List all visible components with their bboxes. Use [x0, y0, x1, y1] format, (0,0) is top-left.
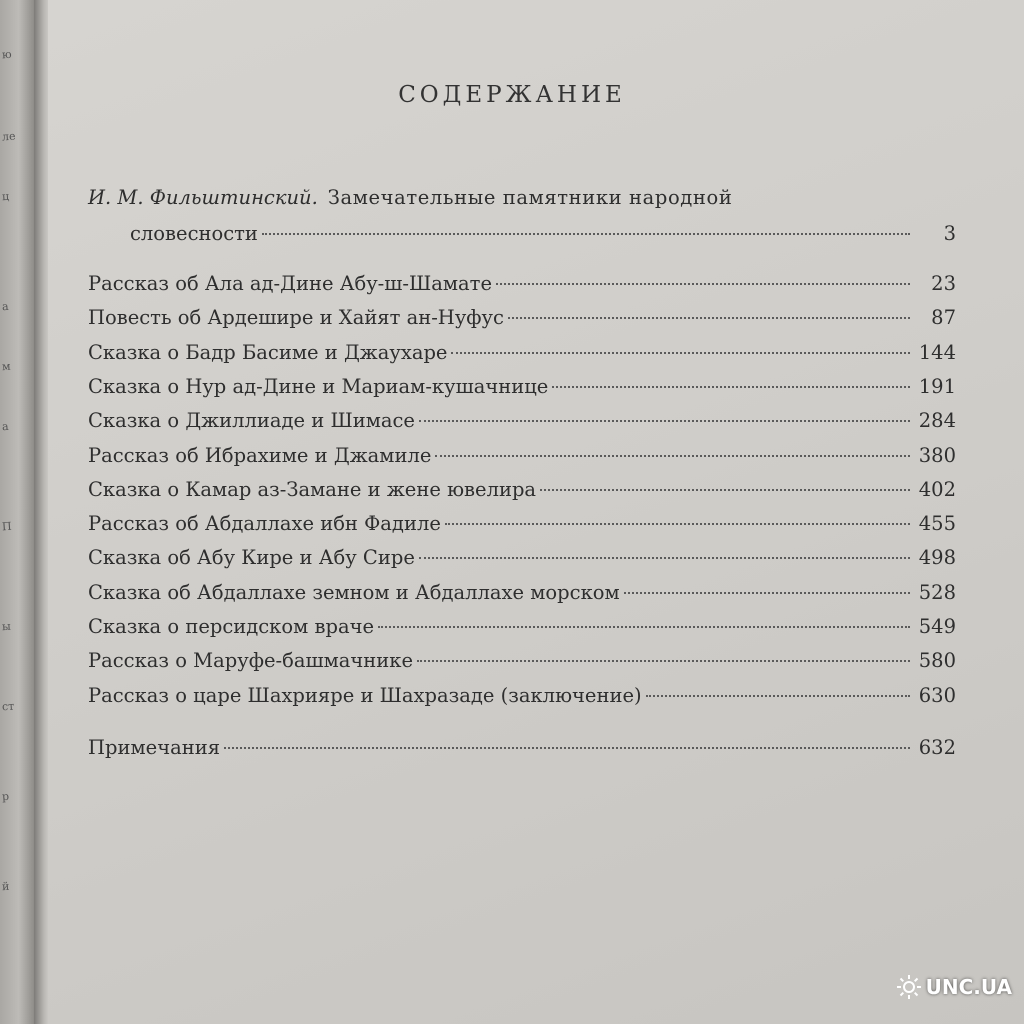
- toc-entry-title: Рассказ о царе Шахрияре и Шахразаде (заключение): [88, 683, 642, 707]
- toc-row: [88, 649, 956, 672]
- sun-logo-icon: [896, 974, 922, 1000]
- toc-entry-title: Сказка о Джиллиаде и Шимасе: [88, 409, 415, 433]
- toc-entry-page: 630: [918, 683, 956, 707]
- toc-row-intro: [130, 222, 956, 245]
- toc-entry-page: 632: [918, 736, 956, 759]
- toc-entry-title: Рассказ об Ала ад-Дине Абу-ш-Шамате: [88, 272, 492, 295]
- toc-entry-page: 402: [918, 477, 956, 501]
- toc-entry-title: Рассказ об Ибрахиме и Джамиле: [88, 443, 432, 467]
- toc-row: [88, 409, 956, 432]
- toc-leader-dots: [445, 523, 910, 525]
- toc-row: [88, 478, 956, 501]
- book-gutter: [34, 0, 48, 1024]
- toc-entry-title: Рассказ об Абдаллахе ибн Фадиле: [88, 512, 441, 536]
- left-page-fragment: р: [1, 789, 10, 804]
- toc-row: [88, 375, 956, 398]
- left-page-fragment: ле: [1, 129, 16, 144]
- left-page-fragment: а: [1, 419, 10, 434]
- toc-leader-dots: [378, 626, 910, 628]
- toc-entry-page: 23: [931, 272, 956, 295]
- toc-leader-dots: [419, 557, 910, 559]
- toc-intro-author: И. М. Фильштинский.: [88, 186, 318, 209]
- toc-entry-title: Сказка о Нур ад-Дине и Мариам-кушачнице: [88, 374, 549, 398]
- toc-leader-dots: [646, 695, 910, 697]
- toc-entry-page: 580: [918, 649, 956, 673]
- toc-entry-title: Рассказ о Маруфе-башмачнике: [88, 649, 414, 673]
- toc-entry-page: 87: [931, 306, 956, 330]
- toc-entry-page: 455: [918, 512, 956, 536]
- toc-row: [88, 512, 956, 535]
- toc-entry-title: Сказка об Абдаллахе земном и Абдаллахе морском: [88, 580, 620, 604]
- toc-entry-page: 284: [918, 409, 956, 433]
- toc-entry-title: Повесть об Ардешире и Хайят ан-Нуфус: [88, 306, 504, 330]
- left-page-fragment: ы: [1, 619, 12, 634]
- watermark-text: UNC.UA: [925, 975, 1012, 999]
- toc-leader-dots: [451, 352, 910, 354]
- toc-leader-dots: [540, 489, 910, 491]
- toc-entry-page: 3: [943, 222, 956, 245]
- toc-leader-dots: [552, 386, 910, 388]
- toc-row: [88, 306, 956, 329]
- toc-entry-page: 498: [918, 546, 956, 570]
- toc-entry-title: Сказка о Бадр Басиме и Джаухаре: [88, 340, 448, 364]
- page-title: СОДЕРЖАНИЕ: [398, 82, 626, 108]
- toc-entry-page: 549: [918, 615, 956, 638]
- left-page-fragment: П: [1, 519, 13, 534]
- toc-entry-title: словесности: [130, 222, 258, 245]
- left-page-fragment: ю: [1, 47, 13, 62]
- left-page-fragment: м: [1, 359, 12, 374]
- toc-entry-page: 380: [918, 443, 956, 467]
- left-page-fragment: а: [1, 299, 10, 314]
- toc-row: [88, 272, 956, 295]
- toc-leader-dots: [417, 660, 910, 662]
- toc-row: [88, 546, 956, 569]
- toc-entry-page: 528: [918, 580, 956, 604]
- toc-leader-dots: [419, 420, 910, 422]
- toc-row: [88, 615, 956, 638]
- toc-leader-dots: [262, 233, 910, 235]
- toc-entry-page: 191: [918, 374, 956, 398]
- toc-intro-title: Замечательные памятники народной: [327, 186, 733, 209]
- toc-entry-title: Примечания: [88, 736, 221, 759]
- left-page-edge: [0, 0, 34, 1024]
- toc-leader-dots: [508, 317, 910, 319]
- toc-entry-title: Сказка о Камар аз-Замане и жене ювелира: [88, 477, 537, 501]
- toc-leader-dots: [624, 592, 910, 594]
- toc-row: [88, 581, 956, 604]
- toc-entry-title: Сказка о персидском враче: [88, 615, 374, 638]
- toc-leader-dots: [435, 455, 910, 457]
- watermark: [896, 974, 1012, 1000]
- left-page-fragment: ц: [1, 189, 10, 204]
- toc-row: [88, 684, 956, 707]
- toc-leader-dots: [224, 747, 910, 749]
- toc-intro-line: [88, 186, 884, 209]
- toc-row: [88, 444, 956, 467]
- left-page-fragment: й: [1, 879, 10, 894]
- left-page-fragment: ст: [1, 699, 15, 714]
- toc-entry-title: Сказка об Абу Кире и Абу Сире: [88, 546, 415, 570]
- toc-row: [88, 341, 956, 364]
- toc-row-notes: [88, 736, 956, 759]
- toc-entry-page: 144: [918, 340, 956, 364]
- toc-leader-dots: [496, 283, 910, 285]
